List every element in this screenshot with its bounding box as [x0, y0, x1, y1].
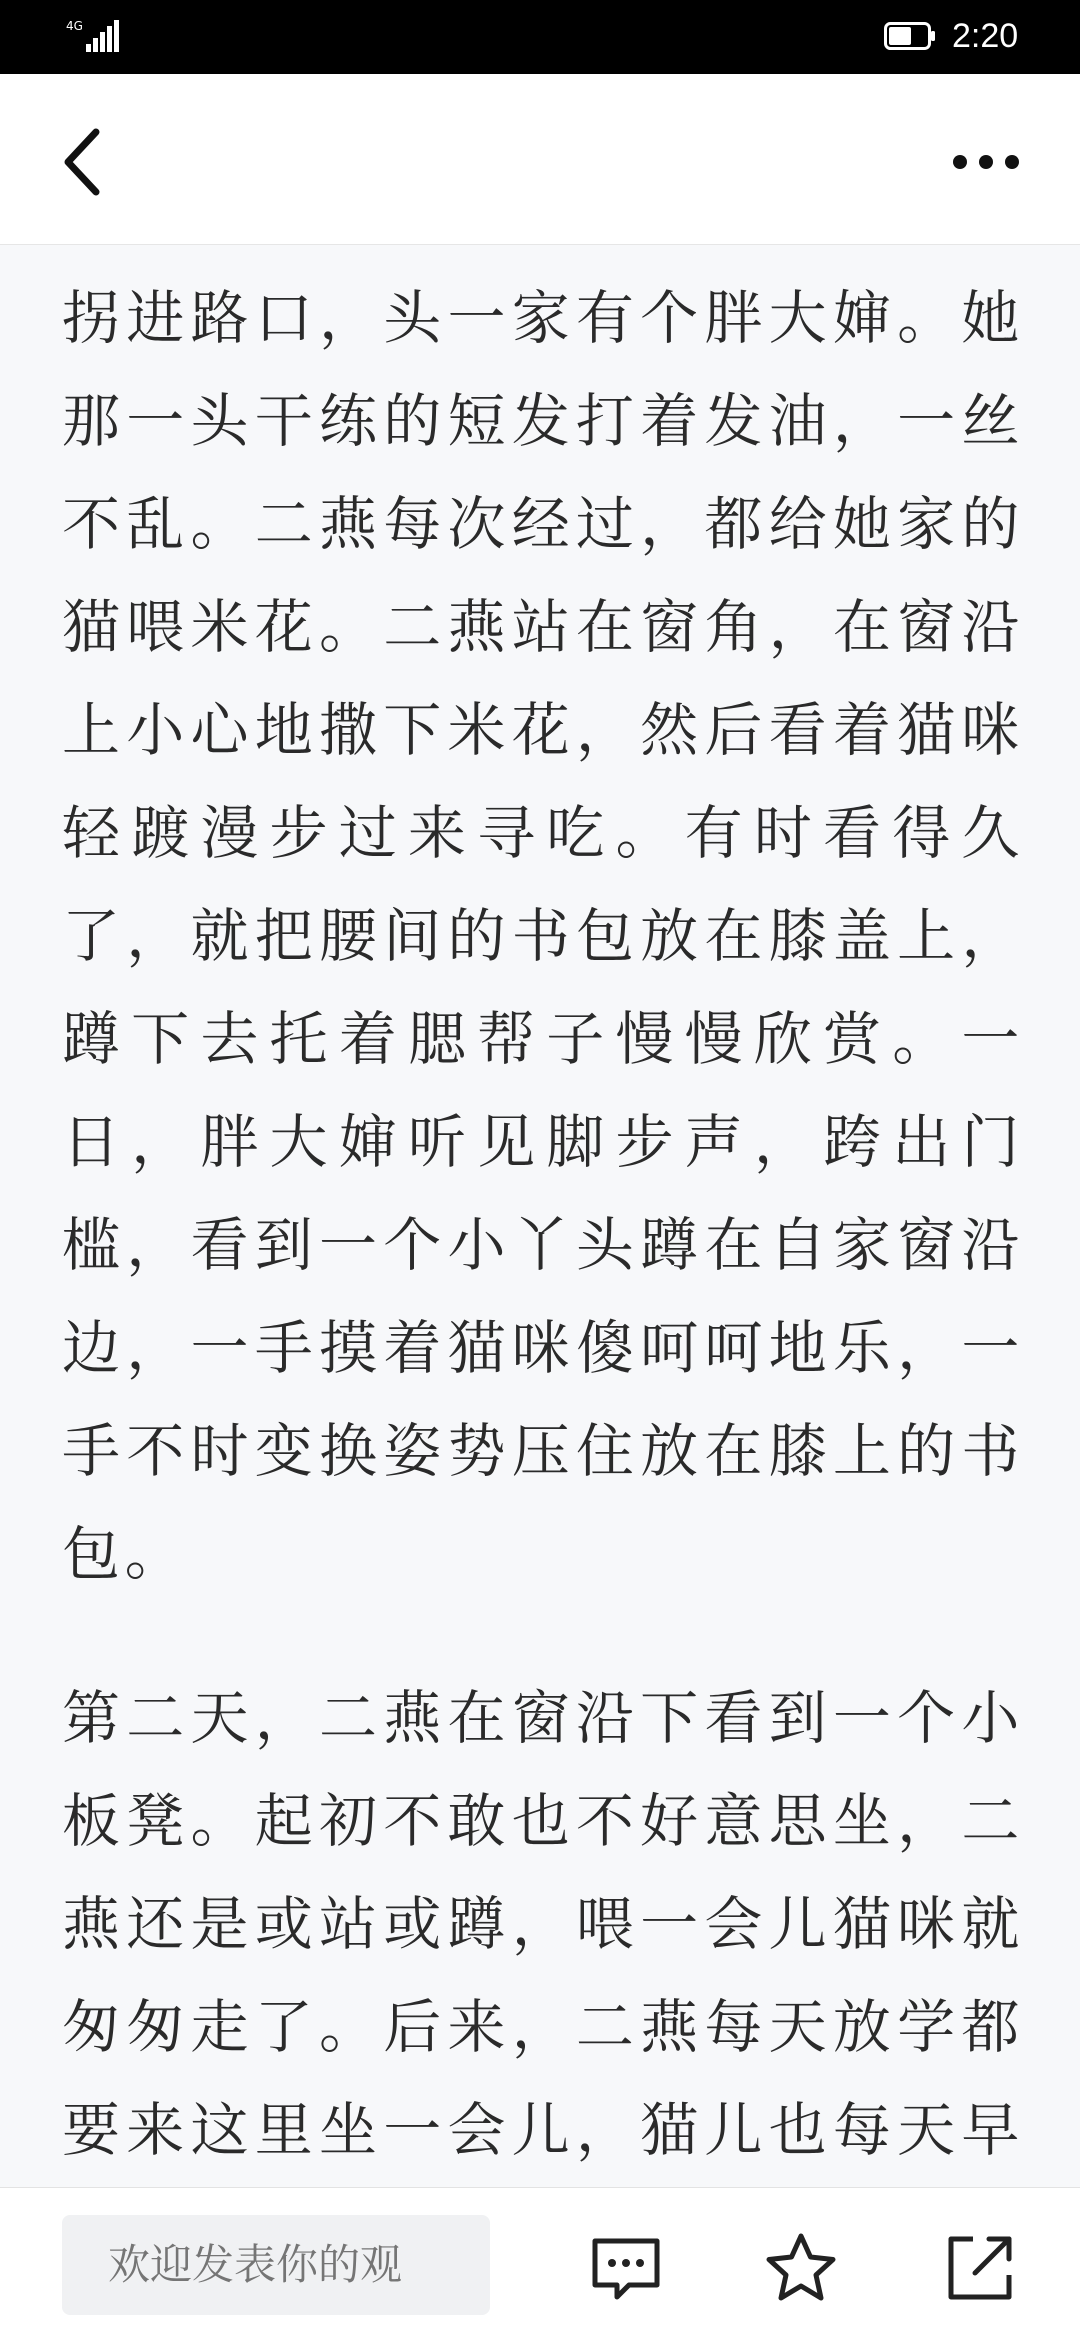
share-button[interactable] [943, 2231, 1017, 2305]
network-type: 4G [66, 19, 83, 33]
share-icon [943, 2231, 1017, 2305]
comment-input[interactable] [62, 2215, 490, 2315]
article-body[interactable] [0, 245, 1080, 2187]
bottom-action-bar [0, 2187, 1080, 2341]
clock: 2:20 [952, 17, 1019, 55]
signal-bars-icon [86, 20, 120, 52]
article-paragraph: 拐进路口，头一家有个胖大婶。她那一头干练的短发打着发油，一丝不乱。二燕每次经过，都给她家的猫喂米花。二燕站在窗角，在窗沿上小心地撒下米花，然后看着猫咪轻踱漫步过来寻吃。有时看得久了，就把腰间的书包放在膝盖上，蹲下去托着腮帮子慢慢欣赏。一日，胖大婶听见脚步声，跨出门槛，看到一个小丫头蹲在自家窗沿边，一手摸着猫咪傻呵呵地乐，一手不时变换姿势压住放在膝上的书包。 [62, 284, 1024, 1588]
comment-button[interactable] [589, 2231, 663, 2305]
more-options-button[interactable] [946, 142, 1026, 182]
signal-indicator [62, 18, 122, 54]
back-button[interactable] [56, 122, 126, 202]
battery-icon [884, 22, 936, 50]
favorite-button[interactable] [764, 2231, 838, 2305]
comment-icon [589, 2231, 663, 2305]
top-navigation-bar [0, 74, 1080, 245]
article-paragraph: 第二天，二燕在窗沿下看到一个小板凳。起初不敢也不好意思坐，二燕还是或站或蹲，喂一会儿猫咪就匆匆走了。后来，二燕每天放学都要来这里坐一会儿，猫儿也每天早 [62, 1684, 1024, 2164]
chevron-left-icon [56, 122, 126, 202]
more-horizontal-icon [946, 142, 1026, 182]
star-icon [764, 2231, 838, 2305]
status-bar [0, 0, 1080, 74]
